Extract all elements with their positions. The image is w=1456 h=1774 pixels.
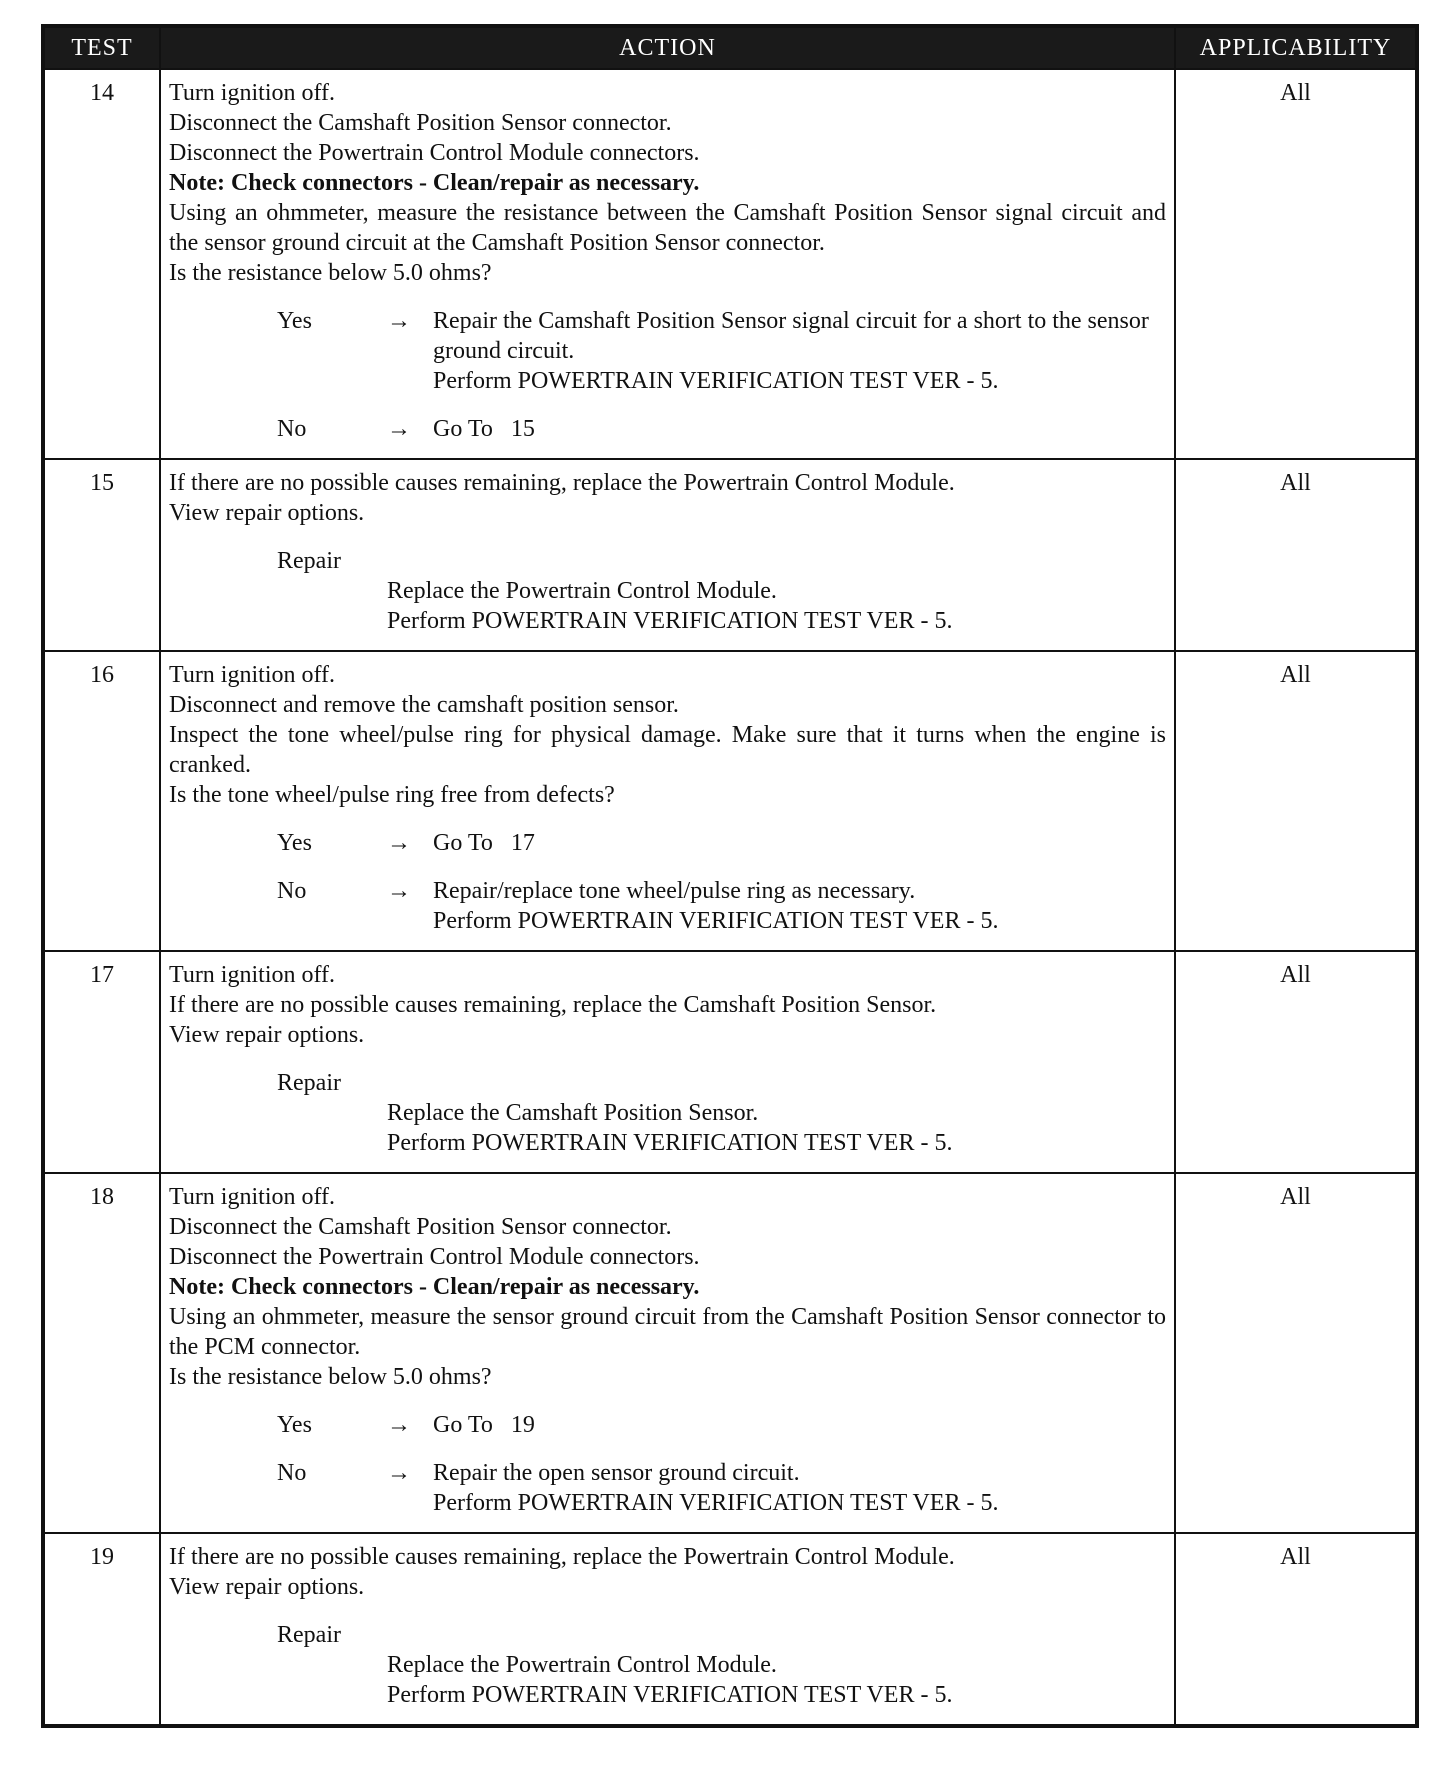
- action-cell: [160, 1173, 1175, 1533]
- diagnostic-page: [41, 24, 1415, 1728]
- yes-result: [433, 828, 1166, 858]
- applicability-cell: All: [1175, 951, 1417, 1173]
- repair-block: [169, 546, 1166, 636]
- no-label: No: [277, 1460, 307, 1486]
- repair-label: Repair: [277, 1622, 341, 1648]
- result-line: Perform POWERTRAIN VERIFICATION TEST VER - 5.: [433, 1490, 999, 1516]
- arrow-right-icon: →: [387, 308, 411, 334]
- header-test: TEST: [43, 26, 160, 69]
- action-step: Is the resistance below 5.0 ohms?: [169, 1364, 492, 1390]
- yes-label: Yes: [277, 830, 312, 856]
- action-step: Turn ignition off.: [169, 1184, 336, 1210]
- test-number: 19: [43, 1533, 160, 1726]
- action-cell: [160, 951, 1175, 1173]
- cell-spacer: [169, 636, 1166, 642]
- applicability-cell: All: [1175, 1533, 1417, 1726]
- no-label: No: [277, 878, 307, 904]
- action-step: Inspect the tone wheel/pulse ring for physical damage. Make sure that it turns when the engine is cranked.: [169, 722, 1166, 778]
- result-line: Repair/replace tone wheel/pulse ring as necessary.: [433, 878, 916, 904]
- no-result: [433, 876, 1166, 936]
- no-result: [433, 414, 1166, 444]
- arrow-right-icon: →: [387, 1460, 411, 1486]
- result-line: Repair the open sensor ground circuit.: [433, 1460, 800, 1486]
- test-number: 15: [43, 459, 160, 651]
- action-step: Disconnect the Powertrain Control Module connectors.: [169, 140, 700, 166]
- action-step: Is the resistance below 5.0 ohms?: [169, 260, 492, 286]
- test-number: 16: [43, 651, 160, 951]
- action-step: View repair options.: [169, 500, 365, 526]
- table-body: [43, 69, 1417, 1726]
- test-number: 17: [43, 951, 160, 1173]
- test-row-19: [43, 1533, 1417, 1726]
- applicability-cell: All: [1175, 651, 1417, 951]
- yes-result: [433, 306, 1166, 396]
- cell-spacer: [169, 936, 1166, 942]
- action-step: If there are no possible causes remaining, replace the Powertrain Control Module.: [169, 470, 955, 496]
- action-step: Turn ignition off.: [169, 80, 336, 106]
- cell-spacer: [169, 444, 1166, 450]
- test-number: 14: [43, 69, 160, 459]
- action-step: Using an ohmmeter, measure the sensor ground circuit from the Camshaft Position Sensor connector to the PCM connector.: [169, 1304, 1166, 1360]
- no-branch: [277, 1458, 1166, 1518]
- action-step: Disconnect the Camshaft Position Sensor connector.: [169, 110, 672, 136]
- result-line: Repair the Camshaft Position Sensor signal circuit for a short to the sensor ground circuit.: [433, 308, 1149, 364]
- action-step: Disconnect and remove the camshaft position sensor.: [169, 692, 679, 718]
- repair-line: Perform POWERTRAIN VERIFICATION TEST VER - 5.: [387, 608, 953, 634]
- repair-line: Replace the Camshaft Position Sensor.: [387, 1100, 759, 1126]
- result-line: Go To 15: [433, 416, 535, 442]
- action-step: View repair options.: [169, 1022, 365, 1048]
- no-branch: [277, 876, 1166, 936]
- cell-spacer: [169, 1710, 1166, 1716]
- arrow-right-icon: →: [387, 416, 411, 442]
- yes-result: [433, 1410, 1166, 1440]
- repair-label: Repair: [277, 548, 341, 574]
- arrow-right-icon: →: [387, 878, 411, 904]
- arrow-right-icon: →: [387, 1412, 411, 1438]
- applicability-cell: All: [1175, 1173, 1417, 1533]
- action-step: Using an ohmmeter, measure the resistance between the Camshaft Position Sensor signal circuit and the sensor ground circuit at the Camshaft Position Sensor connector.: [169, 200, 1166, 256]
- header-action: ACTION: [160, 26, 1175, 69]
- action-step: Turn ignition off.: [169, 962, 336, 988]
- repair-line: Replace the Powertrain Control Module.: [387, 578, 777, 604]
- repair-block: [169, 1068, 1166, 1158]
- applicability-cell: All: [1175, 459, 1417, 651]
- repair-line: Replace the Powertrain Control Module.: [387, 1652, 777, 1678]
- repair-lines: [387, 1098, 1166, 1158]
- repair-lines: [387, 1650, 1166, 1710]
- action-step: If there are no possible causes remaining, replace the Camshaft Position Sensor.: [169, 992, 937, 1018]
- diagnostic-table: [41, 24, 1419, 1728]
- arrow-right-icon: →: [387, 830, 411, 856]
- test-row-18: [43, 1173, 1417, 1533]
- cell-spacer: [169, 1158, 1166, 1164]
- yes-branch: [277, 828, 1166, 858]
- action-step: Disconnect the Camshaft Position Sensor connector.: [169, 1214, 672, 1240]
- test-number: 18: [43, 1173, 160, 1533]
- applicability-cell: All: [1175, 69, 1417, 459]
- action-cell: [160, 69, 1175, 459]
- result-line: Go To 19: [433, 1412, 535, 1438]
- test-row-17: [43, 951, 1417, 1173]
- action-step: Turn ignition off.: [169, 662, 336, 688]
- result-line: Go To 17: [433, 830, 535, 856]
- no-label: No: [277, 416, 307, 442]
- action-cell: [160, 459, 1175, 651]
- action-cell: [160, 651, 1175, 951]
- yes-label: Yes: [277, 1412, 312, 1438]
- yes-label: Yes: [277, 308, 312, 334]
- action-note: Note: Check connectors - Clean/repair as necessary.: [169, 170, 700, 196]
- test-row-16: [43, 651, 1417, 951]
- repair-block: [169, 1620, 1166, 1710]
- action-step: If there are no possible causes remaining, replace the Powertrain Control Module.: [169, 1544, 955, 1570]
- no-branch: [277, 414, 1166, 444]
- action-cell: [160, 1533, 1175, 1726]
- action-step: Disconnect the Powertrain Control Module connectors.: [169, 1244, 700, 1270]
- repair-line: Perform POWERTRAIN VERIFICATION TEST VER - 5.: [387, 1682, 953, 1708]
- action-note: Note: Check connectors - Clean/repair as necessary.: [169, 1274, 700, 1300]
- header-applicability: APPLICABILITY: [1175, 26, 1417, 69]
- test-row-14: [43, 69, 1417, 459]
- yes-branch: [277, 1410, 1166, 1440]
- result-line: Perform POWERTRAIN VERIFICATION TEST VER - 5.: [433, 368, 999, 394]
- repair-label: Repair: [277, 1070, 341, 1096]
- repair-line: Perform POWERTRAIN VERIFICATION TEST VER - 5.: [387, 1130, 953, 1156]
- test-row-15: [43, 459, 1417, 651]
- action-step: View repair options.: [169, 1574, 365, 1600]
- repair-lines: [387, 576, 1166, 636]
- result-line: Perform POWERTRAIN VERIFICATION TEST VER - 5.: [433, 908, 999, 934]
- table-header: [43, 26, 1417, 69]
- action-step: Is the tone wheel/pulse ring free from defects?: [169, 782, 615, 808]
- cell-spacer: [169, 1518, 1166, 1524]
- no-result: [433, 1458, 1166, 1518]
- yes-branch: [277, 306, 1166, 396]
